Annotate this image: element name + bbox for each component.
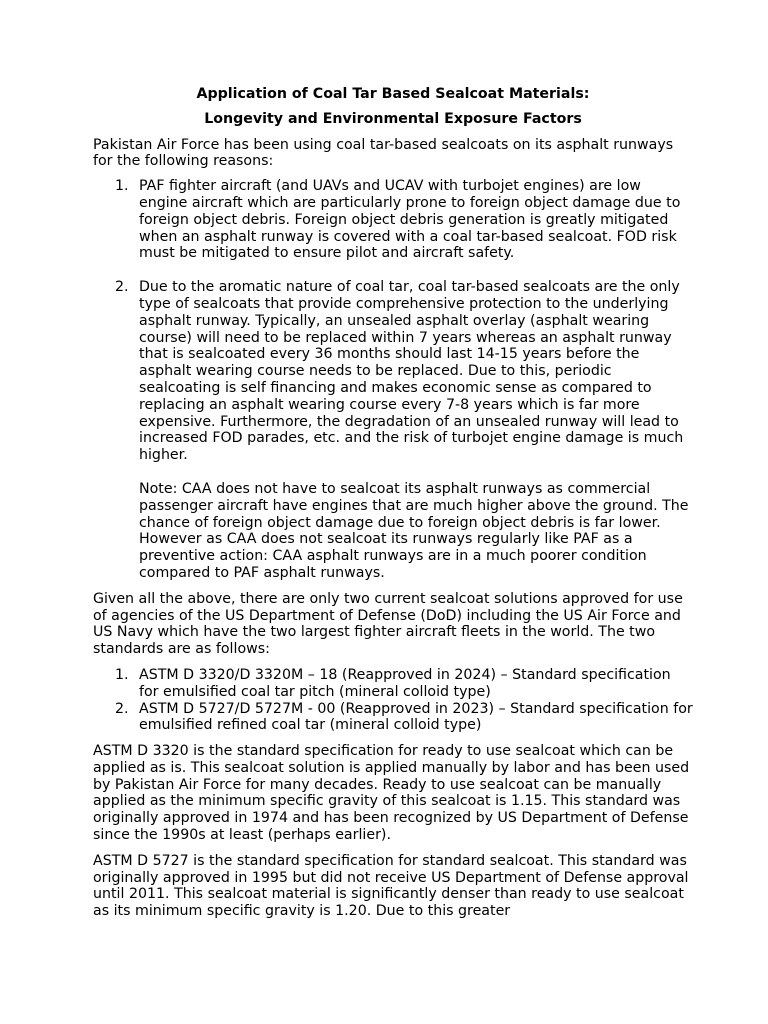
reasons-list (93, 178, 693, 582)
document-title-line1: Application of Coal Tar Based Sealcoat Materials: (196, 86, 590, 102)
astm-3320-paragraph: ASTM D 3320 is the standard specification for ready to use sealcoat which can be applied as is. This sealcoat solution is applied manually by labor and has been used by Pakistan Air Force for many decades. Ready to use sealcoat can be manually applied as the minimum specific gravity of this sealcoat is 1.15. This standard was originally approved in 1974 and has been recognized by US Department of Defense since the 1990s at least (perhaps earlier). (93, 743, 690, 844)
list-item (93, 701, 693, 735)
list-item-number: 2. (115, 279, 129, 296)
list-item-text: PAF fighter aircraft (and UAVs and UCAV with turbojet engines) are low engine aircraft which are particularly prone to foreign object damage due to foreign object debris. Foreign object debris generation is greatly mitigated when an asphalt runway is covered with a coal tar-based sealcoat. FOD risk must be mitigated to ensure pilot and aircraft safety. (139, 178, 681, 262)
caa-note: Note: CAA does not have to sealcoat its asphalt runways as commercial passenger aircraft have engines that are much higher above the ground. The chance of foreign object damage due to foreign object debris is far lower. However as CAA does not sealcoat its runways regularly like PAF as a preventive action: CAA asphalt runways are in a much poorer condition compared to PAF asphalt runways. (139, 480, 689, 581)
given-paragraph: Given all the above, there are only two current sealcoat solutions approved for use of agencies of the US Department of Defense (DoD) including the US Air Force and US Navy which have the two largest fighter aircraft fleets in the world. The two standards are as follows: (93, 590, 683, 658)
list-item-text: ASTM D 3320/D 3320M – 18 (Reapproved in 2024) – Standard specification for emulsified coal tar pitch (mineral colloid type) (139, 666, 671, 700)
list-item-number: 1. (115, 178, 129, 195)
document-body (93, 86, 693, 920)
document-title-line2: Longevity and Environmental Exposure Factors (204, 110, 582, 127)
list-item-text: ASTM D 5727/D 5727M - 00 (Reapproved in 2023) – Standard specification for emulsified refined coal tar (mineral colloid type) (139, 700, 693, 734)
list-item (93, 178, 693, 262)
list-item (93, 667, 693, 701)
list-item-text: Due to the aromatic nature of coal tar, coal tar-based sealcoats are the only type of sealcoats that provide comprehensive protection to the underlying asphalt runway. Typically, an unsealed asphalt overlay (asphalt wearing course) will need to be replaced within 7 years whereas an asphalt runway that is sealcoated every 36 months should last 14-15 years before the asphalt wearing course needs to be replaced. Due to this, periodic sealcoating is self financing and makes economic sense as compared to replacing an asphalt wearing course every 7-8 years which is far more expensive. Furthermore, the degradation of an unsealed runway will lead to increased FOD parades, etc. and the risk of turbojet engine damage is much higher. (139, 279, 684, 464)
intro-paragraph: Pakistan Air Force has been using coal tar-based sealcoats on its asphalt runways for the following reasons: (93, 136, 674, 170)
astm-5727-paragraph: ASTM D 5727 is the standard specification for standard sealcoat. This standard was originally approved in 1995 but did not receive US Department of Defense approval until 2011. This sealcoat material is significantly denser than ready to use sealcoat as its minimum specific gravity is 1.20. Due to this greater (93, 852, 689, 920)
list-item-number: 1. (115, 666, 129, 683)
list-item-number: 2. (115, 700, 129, 717)
standards-list (93, 667, 693, 734)
list-item (93, 279, 693, 582)
